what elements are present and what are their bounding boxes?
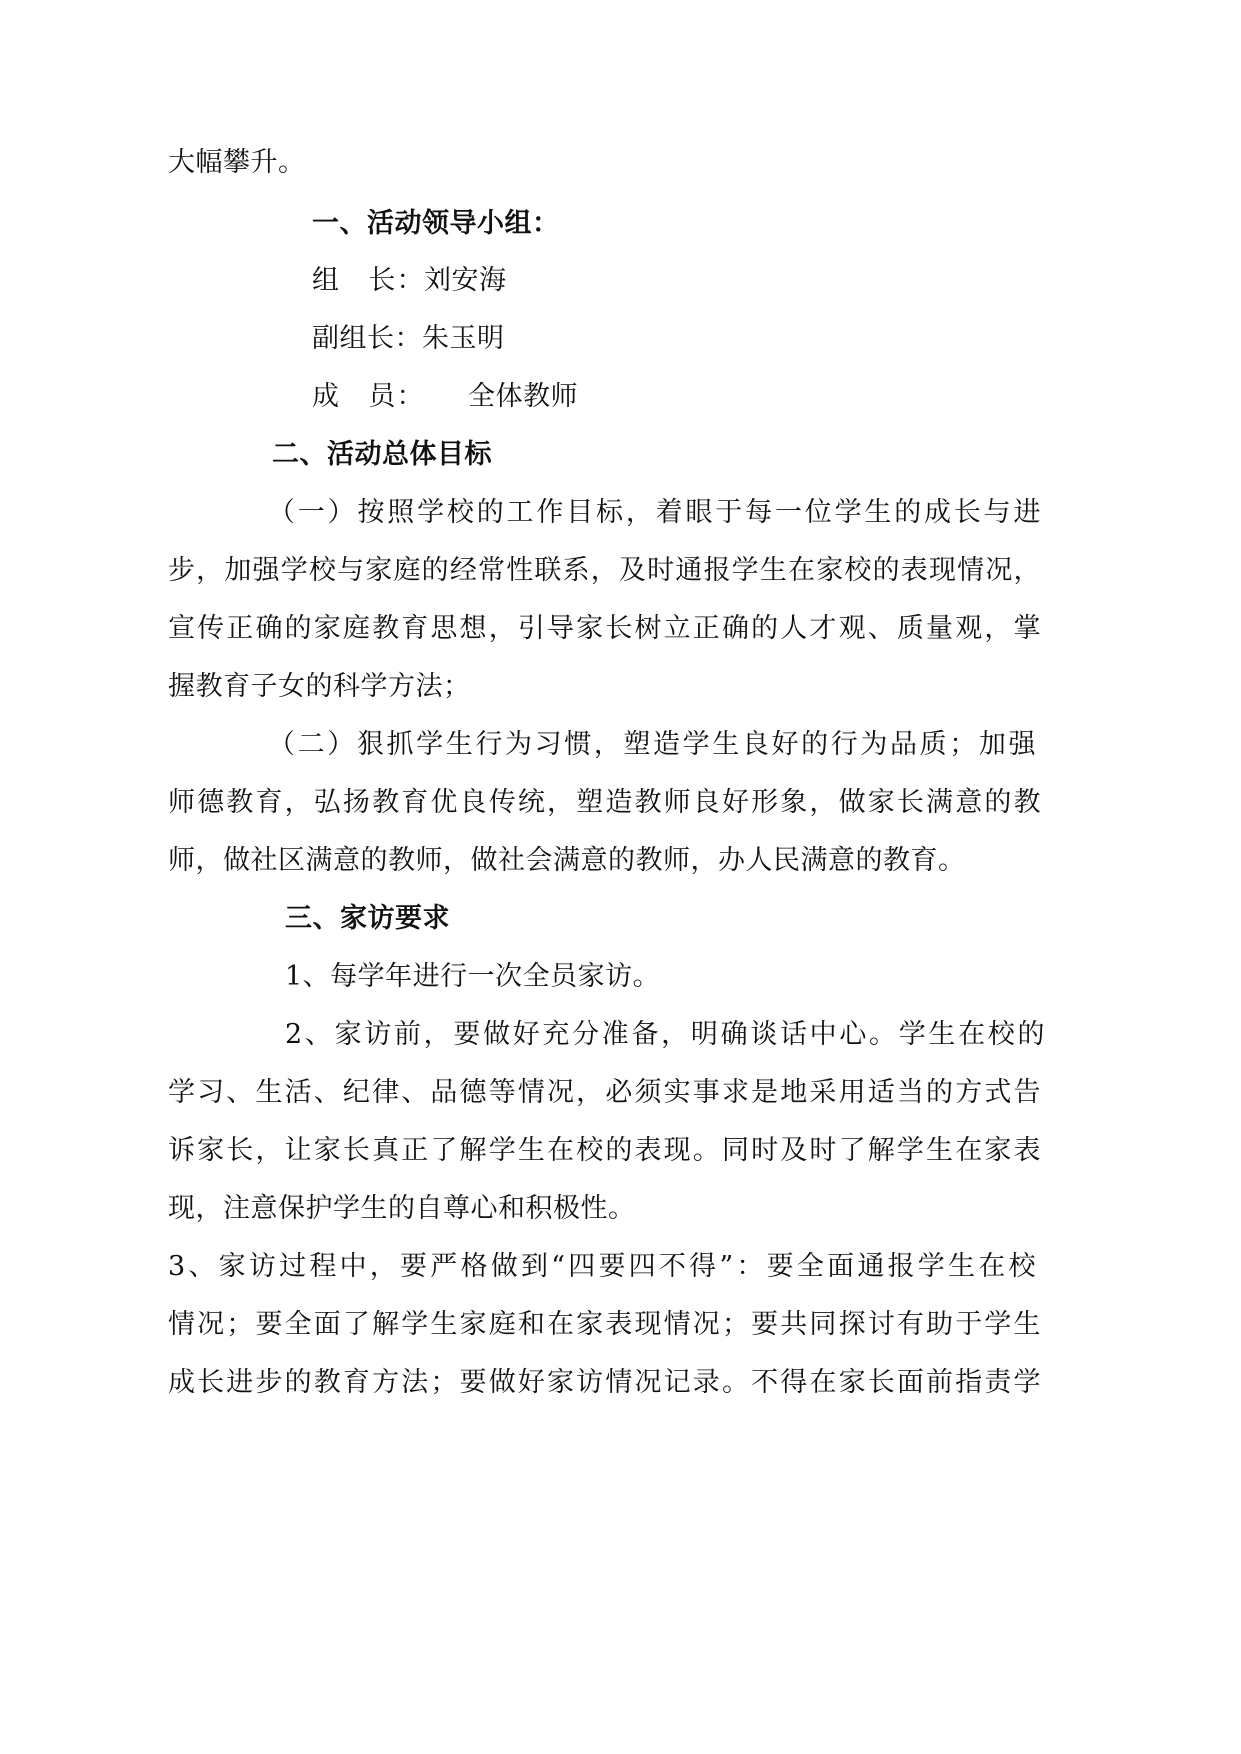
section2-p2-line-1: （二）狠抓学生行为习惯，塑造学生良好的行为品质；加强 [268,729,1036,760]
section2-p1-line-2: 步，加强学校与家庭的经常性联系，及时通报学生在家校的表现情况， [168,555,1041,586]
leader-row [312,263,507,299]
section2-p2-line-3: 师，做社区满意的教师，做社会满意的教师，办人民满意的教育。 [168,845,966,876]
deputy-row [312,321,505,357]
leader-name: 刘安海 [424,265,507,296]
section2-heading: 二、活动总体目标 [272,439,492,470]
members-value: 全体教师 [468,381,578,412]
leader-label: 组 长： [312,265,424,296]
section2-p1-line-1: （一）按照学校的工作目标，着眼于每一位学生的成长与进 [268,497,1041,528]
section3-item2-line-1: 2、家访前，要做好充分准备，明确谈话中心。学生在校的 [285,1019,1045,1050]
deputy-label: 副组长： [312,323,422,354]
section3-item3-line-1: 3、家访过程中，要严格做到“四要四不得”：要全面通报学生在校 [168,1251,1036,1282]
deputy-name: 朱玉明 [422,323,505,354]
members-row [312,379,578,415]
section2-p1-line-4: 握教育子女的科学方法； [168,671,471,702]
section3-item3-line-3: 成长进步的教育方法；要做好家访情况记录。不得在家长面前指责学 [168,1367,1041,1398]
section3-heading: 三、家访要求 [285,903,450,934]
section3-item2-line-2: 学习、生活、纪律、品德等情况，必须实事求是地采用适当的方式告 [168,1077,1041,1108]
section1-heading: 一、活动领导小组： [312,208,560,239]
section2-p2-line-2: 师德教育，弘扬教育优良传统，塑造教师良好形象，做家长满意的教 [168,787,1041,818]
section2-p1-line-3: 宣传正确的家庭教育思想，引导家长树立正确的人才观、质量观，掌 [168,613,1041,644]
section3-item2-line-3: 诉家长，让家长真正了解学生在校的表现。同时及时了解学生在家表 [168,1135,1041,1166]
intro-line-1: 大幅攀升。 [168,147,306,178]
section3-item2-line-4: 现，注意保护学生的自尊心和积极性。 [168,1193,636,1224]
section3-item3-line-2: 情况；要全面了解学生家庭和在家表现情况；要共同探讨有助于学生 [168,1309,1041,1340]
section3-item1: 1、每学年进行一次全员家访。 [285,961,661,992]
members-label: 成 员： [312,381,424,412]
